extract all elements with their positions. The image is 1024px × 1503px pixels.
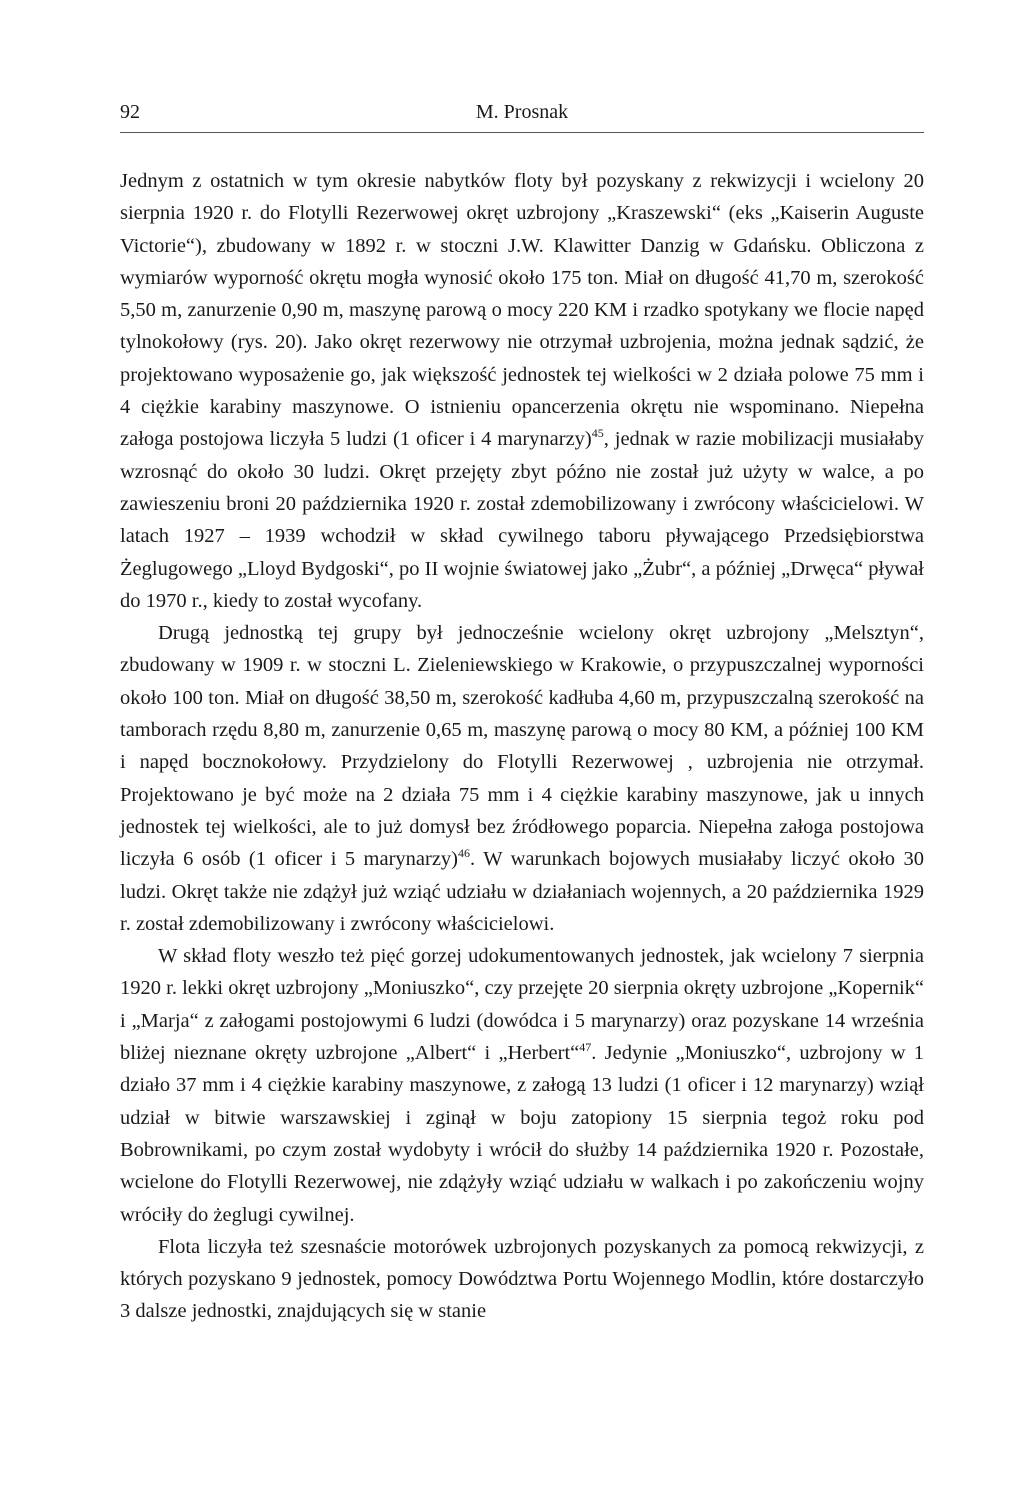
paragraph-text: Drugą jednostką tej grupy był jednocześnie wcielony okręt uzbrojony „Melsztyn“, zbudowany w 1909 r. w stoczni L. Zieleniewskiego w Krakowie, o przypuszczalnej wyporności około 100 ton. Miał on długość 38,50 m, szerokość kadłuba 4,60 m, przypuszczalną szerokość na tamborach rzędu 8,80 m, zanurzenie 0,65 m, maszynę parową o mocy 80 KM, a później 100 KM i napęd bocznokołowy. Przydzielony do Flotylli Rezerwowej , uzbrojenia nie otrzymał. Projektowano je być może na 2 działa 75 mm i 4 ciężkie karabiny maszynowe, jak u innych jednostek tej wielkości, ale to już domysł bez źródłowego poparcia. Niepełna załoga postojowa liczyła 6 osób (1 oficer i 5 marynarzy)	[120, 622, 924, 871]
page-number: 92	[120, 101, 140, 123]
paragraph-text: . Jedynie „Moniuszko“, uzbrojony w 1 działo 37 mm i 4 ciężkie karabiny maszynowe, z załogą 13 ludzi (1 oficer i 12 marynarzy) wziął udział w bitwie warszawskiej i zginął w boju zatopiony 15 sierpnia tegoż roku pod Bobrownikami, po czym został wydobyty i wrócił do służby 14 października 1920 r. Pozostałe, wcielone do Flotylli Rezerwowej, nie zdążyły wziąć udziału w walkach i po zakończeniu wojny wróciły do żeglugi cywilnej.	[120, 1042, 924, 1226]
paragraph-text: , jednak w razie mobilizacji musiałaby wzrosnąć do około 30 ludzi. Okręt przejęty zbyt późno nie został już użyty w walce, a po zawieszeniu broni 20 października 1920 r. został zdemobilizowany i zwrócony właścicielowi. W latach 1927 – 1939 wchodził w skład cywilnego taboru pływającego Przedsiębiorstwa Żeglugowego „Lloyd Bydgoski“, po II wojnie światowej jako „Żubr“, a później „Drwęca“ pływał do 1970 r., kiedy to został wycofany.	[120, 428, 924, 612]
paragraph-text: W skład floty weszło też pięć gorzej udokumentowanych jednostek, jak wcielony 7 sierpnia 1920 r. lekki okręt uzbrojony „Moniuszko“, czy przejęte 20 sierpnia okręty uzbrojone „Kopernik“ i „Marja“ z załogami postojowymi 6 ludzi (dowódca i 5 marynarzy) oraz pozyskane 14 września bliżej nieznane okręty uzbrojone „Albert“ i „Herbert“	[120, 945, 924, 1065]
running-head-author: M. Prosnak	[475, 101, 569, 123]
paragraph-text: Flota liczyła też szesnaście motorówek uzbrojonych pozyskanych za pomocą rekwizycji, z których pozyskano 9 jednostek, pomocy Dowództwa Portu Wojennego Modlin, które dostarczyło 3 dalsze jednostki, znajdujących się w stanie	[120, 1235, 924, 1323]
paragraph-melsztyn	[120, 617, 924, 940]
paragraph-motorowki	[120, 1231, 924, 1328]
body-text	[120, 165, 924, 1328]
footnote-ref-47: 47	[579, 1040, 592, 1055]
page-header	[120, 101, 924, 131]
paragraph-kraszewski	[120, 165, 924, 617]
footnote-ref-46: 46	[458, 846, 470, 861]
footnote-ref-45: 45	[591, 426, 604, 441]
paragraph-moniuszko	[120, 940, 924, 1231]
paragraph-text: . W warunkach bojowych musiałaby liczyć około 30 ludzi. Okręt także nie zdążył już wziąć udziału w działaniach wojennych, a 20 października 1929 r. został zdemobilizowany i zwrócony właścicielowi.	[120, 848, 924, 935]
paragraph-text: Jednym z ostatnich w tym okresie nabytków floty był pozyskany z rekwizycji i wcielony 20 sierpnia 1920 r. do Flotylli Rezerwowej okręt uzbrojony „Kraszewski“ (eks „Kaiserin Auguste Victorie“), zbudowany w 1892 r. w stoczni J.W. Klawitter Danzig w Gdańsku. Obliczona z wymiarów wyporność okrętu mogła wynosić około 175 ton. Miał on długość 41,70 m, szerokość 5,50 m, zanurzenie 0,90 m, maszynę parową o mocy 220 KM i rzadko spotykany we flocie napęd tylnokołowy (rys. 20). Jako okręt rezerwowy nie otrzymał uzbrojenia, można jednak sądzić, że projektowano wyposażenie go, jak większość jednostek tej wielkości w 2 działa polowe 75 mm i 4 ciężkie karabiny maszynowe. O istnieniu opancerzenia okrętu nie wspominano. Niepełna załoga postojowa liczyła 5 ludzi (1 oficer i 4 marynarzy)	[120, 170, 924, 451]
header-rule	[120, 132, 924, 133]
